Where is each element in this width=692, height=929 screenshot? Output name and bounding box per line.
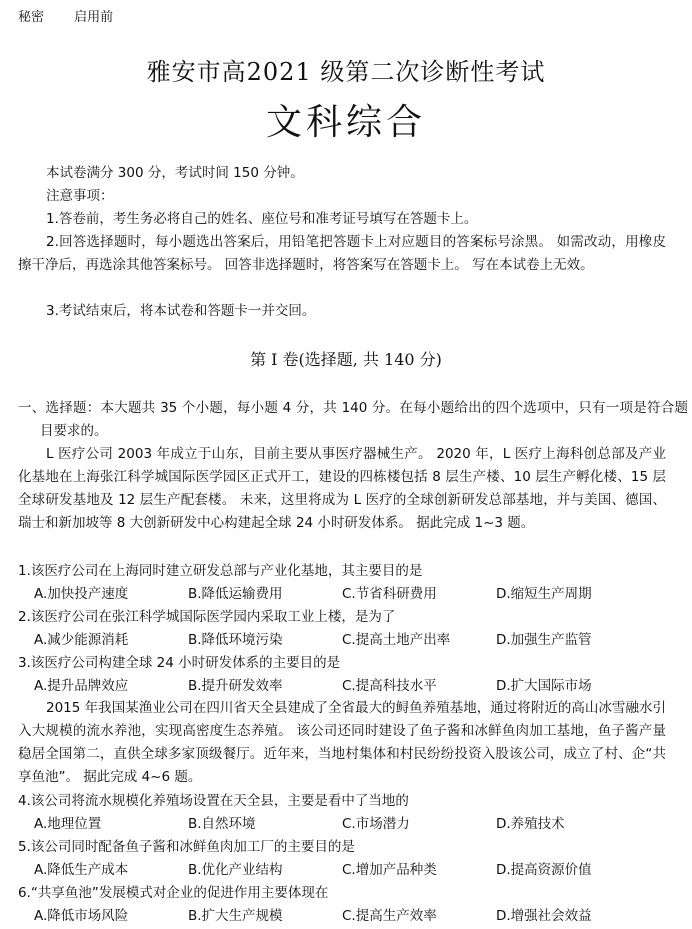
notes-heading: 注意事项： [46, 188, 114, 204]
question-2-option-b: B.降低环境污染 [188, 632, 283, 648]
question-6-option-c: C.提高生产效率 [342, 908, 437, 924]
question-3-option-c: C.提高科技水平 [342, 678, 437, 694]
question-5-stem: 5.该公司同时配备鱼子酱和冰鲜鱼肉加工厂的主要目的是 [18, 839, 355, 855]
question-1-option-d: D.缩短生产周期 [496, 586, 592, 602]
exam-subject: 文科综合 [265, 102, 426, 143]
question-3-option-b: B.提升研发效率 [188, 678, 283, 694]
question-3-stem: 3.该医疗公司构建全球 24 小时研发体系的主要目的是 [18, 655, 341, 671]
question-6-option-d: D.增强社会效益 [496, 908, 592, 924]
question-5-option-c: C.增加产品种类 [342, 862, 437, 878]
before-use-mark: 启用前 [74, 10, 114, 25]
question-4-option-d: D.养殖技术 [496, 816, 565, 832]
question-3-option-a: A.提升品牌效应 [34, 678, 129, 694]
question-1-option-b: B.降低运输费用 [188, 586, 283, 602]
question-2-stem: 2.该医疗公司在张江科学城国际医学园内采取工业上楼，是为了 [18, 609, 396, 625]
question-6-stem: 6.“共享鱼池”发展模式对企业的促进作用主要体现在 [18, 885, 329, 901]
exam-title: 雅安市高2021 级第二次诊断性考试 [146, 58, 546, 86]
note-3: 3.考试结束后，将本试卷和答题卡一并交回。 [46, 303, 316, 319]
question-5-option-b: B.优化产业结构 [188, 862, 283, 878]
question-2-option-c: C.提高土地产出率 [342, 632, 451, 648]
question-1-option-c: C.节省科研费用 [342, 586, 437, 602]
question-4-option-c: C.市场潜力 [342, 816, 410, 832]
question-5-option-a: A.降低生产成本 [34, 862, 129, 878]
question-2-option-d: D.加强生产监管 [496, 632, 592, 648]
confidential-mark: 秘密 [18, 10, 45, 25]
question-6-option-b: B.扩大生产规模 [188, 908, 283, 924]
question-6-option-a: A.降低市场风险 [34, 908, 129, 924]
question-4-stem: 4.该公司将流水规模化养殖场设置在天全县，主要是看中了当地的 [18, 793, 409, 809]
section-title: 第 I 卷(选择题, 共 140 分) [250, 350, 442, 369]
question-1-stem: 1.该医疗公司在上海同时建立研发总部与产业化基地，其主要目的是 [18, 563, 423, 579]
question-1-option-a: A.加快投产速度 [34, 586, 129, 602]
question-4-option-a: A.地理位置 [34, 816, 102, 832]
question-2-option-a: A.减少能源消耗 [34, 632, 129, 648]
note-1: 1.答卷前，考生务必将自己的姓名、座位号和准考证号填写在答题卡上。 [46, 211, 478, 227]
question-4-option-b: B.自然环境 [188, 816, 256, 832]
exam-intro: 本试卷满分 300 分，考试时间 150 分钟。 [46, 165, 304, 181]
passage-1: L 医疗公司 2003 年成立于山东，目前主要从事医疗器械生产。 2020 年，L 医疗上海科创总部及产业化基地在上海张江科学城国际医学园区正式开工，建设的四栋楼包括 8 层生产楼、10 层生产孵化楼、15 层全球研发基地及 12 层生产配套楼。 未来，这里将成为 L 医疗的全球创新研发总部基地，并与美国、德国、瑞士和新加坡等 8 大创新研发中心构建起全球 24 小时研发体系。 据此完成 1~3 题。 [18, 446, 666, 531]
part-heading: 一、选择题：本大题共 35 个小题，每小题 4 分，共 140 分。在每小题给出的四个选项中，只有一项是符合题目要求的。 [18, 400, 688, 439]
note-2: 2.回答选择题时，每小题选出答案后，用铅笔把答题卡上对应题目的答案标号涂黑。 如需改动，用橡皮擦干净后，再选涂其他答案标号。 回答非选择题时，将答案写在答题卡上。 写在本试卷上无效。 [18, 234, 666, 273]
confidentiality-label [18, 6, 139, 25]
passage-2: 2015 年我国某渔业公司在四川省天全县建成了全省最大的鲟鱼养殖基地，通过将附近的高山冰雪融水引入大规模的流水养池，实现高密度生态养殖。 该公司还同时建设了鱼子酱和冰鲜鱼肉加工基地，鱼子酱产量稳居全国第二，直供全球多家顶级餐厅。近年来，当地村集体和村民纷纷投资入股该公司，成立了村、企“共享鱼池”。 据此完成 4~6 题。 [18, 700, 666, 785]
question-3-option-d: D.扩大国际市场 [496, 678, 592, 694]
question-5-option-d: D.提高资源价值 [496, 862, 592, 878]
